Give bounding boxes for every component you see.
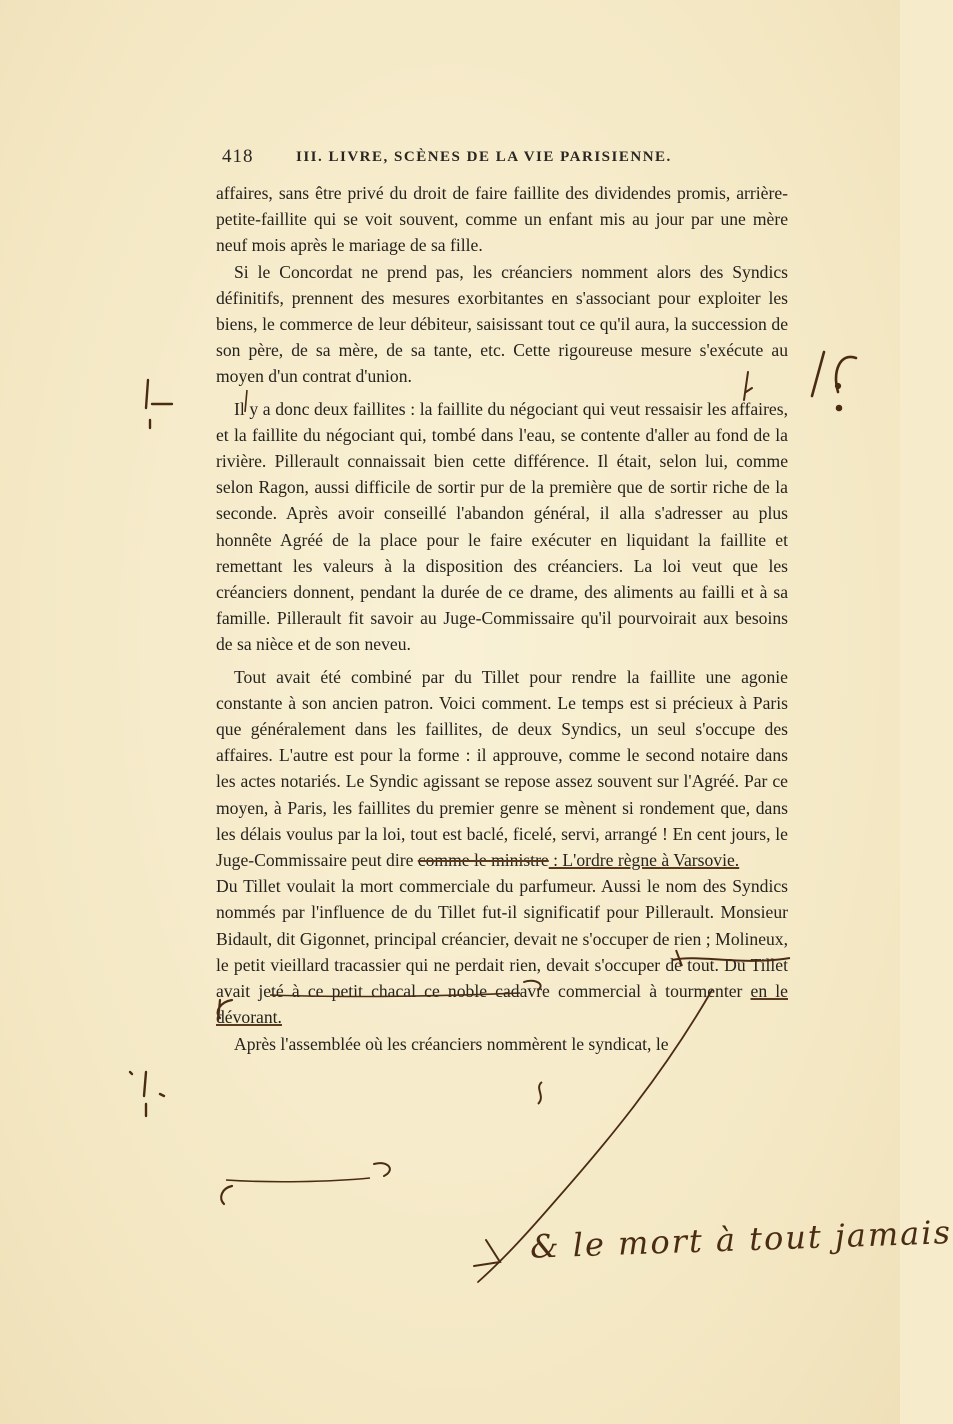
paragraph-2: Si le Concordat ne prend pas, les créanciers nomment alors des Syndics définitifs, prennent des mesures exorbitantes en s'associant pour exploiter les biens, le commerce de leur débiteur, saisissant tout ce qu'il aura, la succession de son père, de sa mère, de sa tante, etc. Cette rigoureuse mesure s'exécute au moyen d'un contrat d'union.: [216, 261, 788, 387]
handwritten-note: & le mort à tout jamais: [529, 1213, 953, 1266]
paragraph-5: [216, 873, 788, 1030]
underlined-quote: : L'ordre règne à Varsovie.: [548, 850, 740, 871]
paragraph-4-text: Tout avait été combiné par du Tillet pour rendre la faillite une agonie constante à son ancien patron. Voici comment. Le temps est si précieux à Paris que généralement dans les faillites, de deux Syndics, un seul s'occupe des affaires. L'autre est pour la forme : il approuve, comme le second notaire dans les actes notariés. Le Syndic agissant se repose assez souvent sur l'Agréé. Par ce moyen, à Paris, les faillites du premier genre se mènent si rondement que, dans les délais voulus par la loi, tout est baclé, ficelé, servi, arrangé ! En cent jours, le Juge-Commissaire peut dire: [216, 666, 788, 871]
paragraph-6: Après l'assemblée où les créanciers nommèrent le syndicat, le: [234, 1033, 669, 1054]
paragraph-5-text: Du Tillet voulait la mort commerciale du parfumeur. Aussi le nom des Syndics nommés par l'influence de du Tillet fut-il significatif pour Pillerault. Monsieur Bidault, dit Gigonnet, principal créancier, devait ne s'occuper de rien ; Molineux, le petit vieillard tracassier qui ne perdait rien, devait s'occuper de tout. Du Tillet avait jeté à ce petit chacal ce noble cadavre commercial à tourmenter: [216, 876, 788, 1002]
page-number: 418: [222, 146, 254, 167]
paragraph-1: affaires, sans être privé du droit de faire faillite des dividendes promis, arrière-petite-faillite qui se voit souvent, comme un enfant mis au jour par une mère neuf mois après le mariage de sa fille.: [216, 183, 788, 256]
paragraph-4: [216, 664, 788, 874]
struck-through-phrase: comme le ministre: [417, 850, 549, 871]
body-text: [216, 180, 788, 1057]
underlined-phrase: en le dévorant.: [216, 981, 788, 1028]
running-head: III. LIVRE, SCÈNES DE LA VIE PARISIENNE.: [296, 149, 672, 165]
paragraph-3: Il y a donc deux faillites : la faillite du négociant qui veut ressaisir les affaires, et la faillite du négociant qui, tombé dans l'eau, se contente d'aller au fond de la rivière. Pillerault connaissait bien cette différence. Il était, selon lui, comme selon Ragon, aussi difficile de sortir pur de la première que de sortir riche de la seconde. Après avoir conseillé l'abandon général, il alla s'adresser au plus honnête Agréé de la place pour le faire exécuter en liquidant la faillite et remettant les valeurs à la disposition des créanciers. La loi veut que les créanciers donnent, pendant la durée de ce drame, des aliments au failli et à sa famille. Pillerault fit savoir au Juge-Commissaire qu'il pourvoirait aux besoins de sa nièce et de son neveu.: [216, 398, 788, 655]
page-header: [216, 146, 788, 172]
